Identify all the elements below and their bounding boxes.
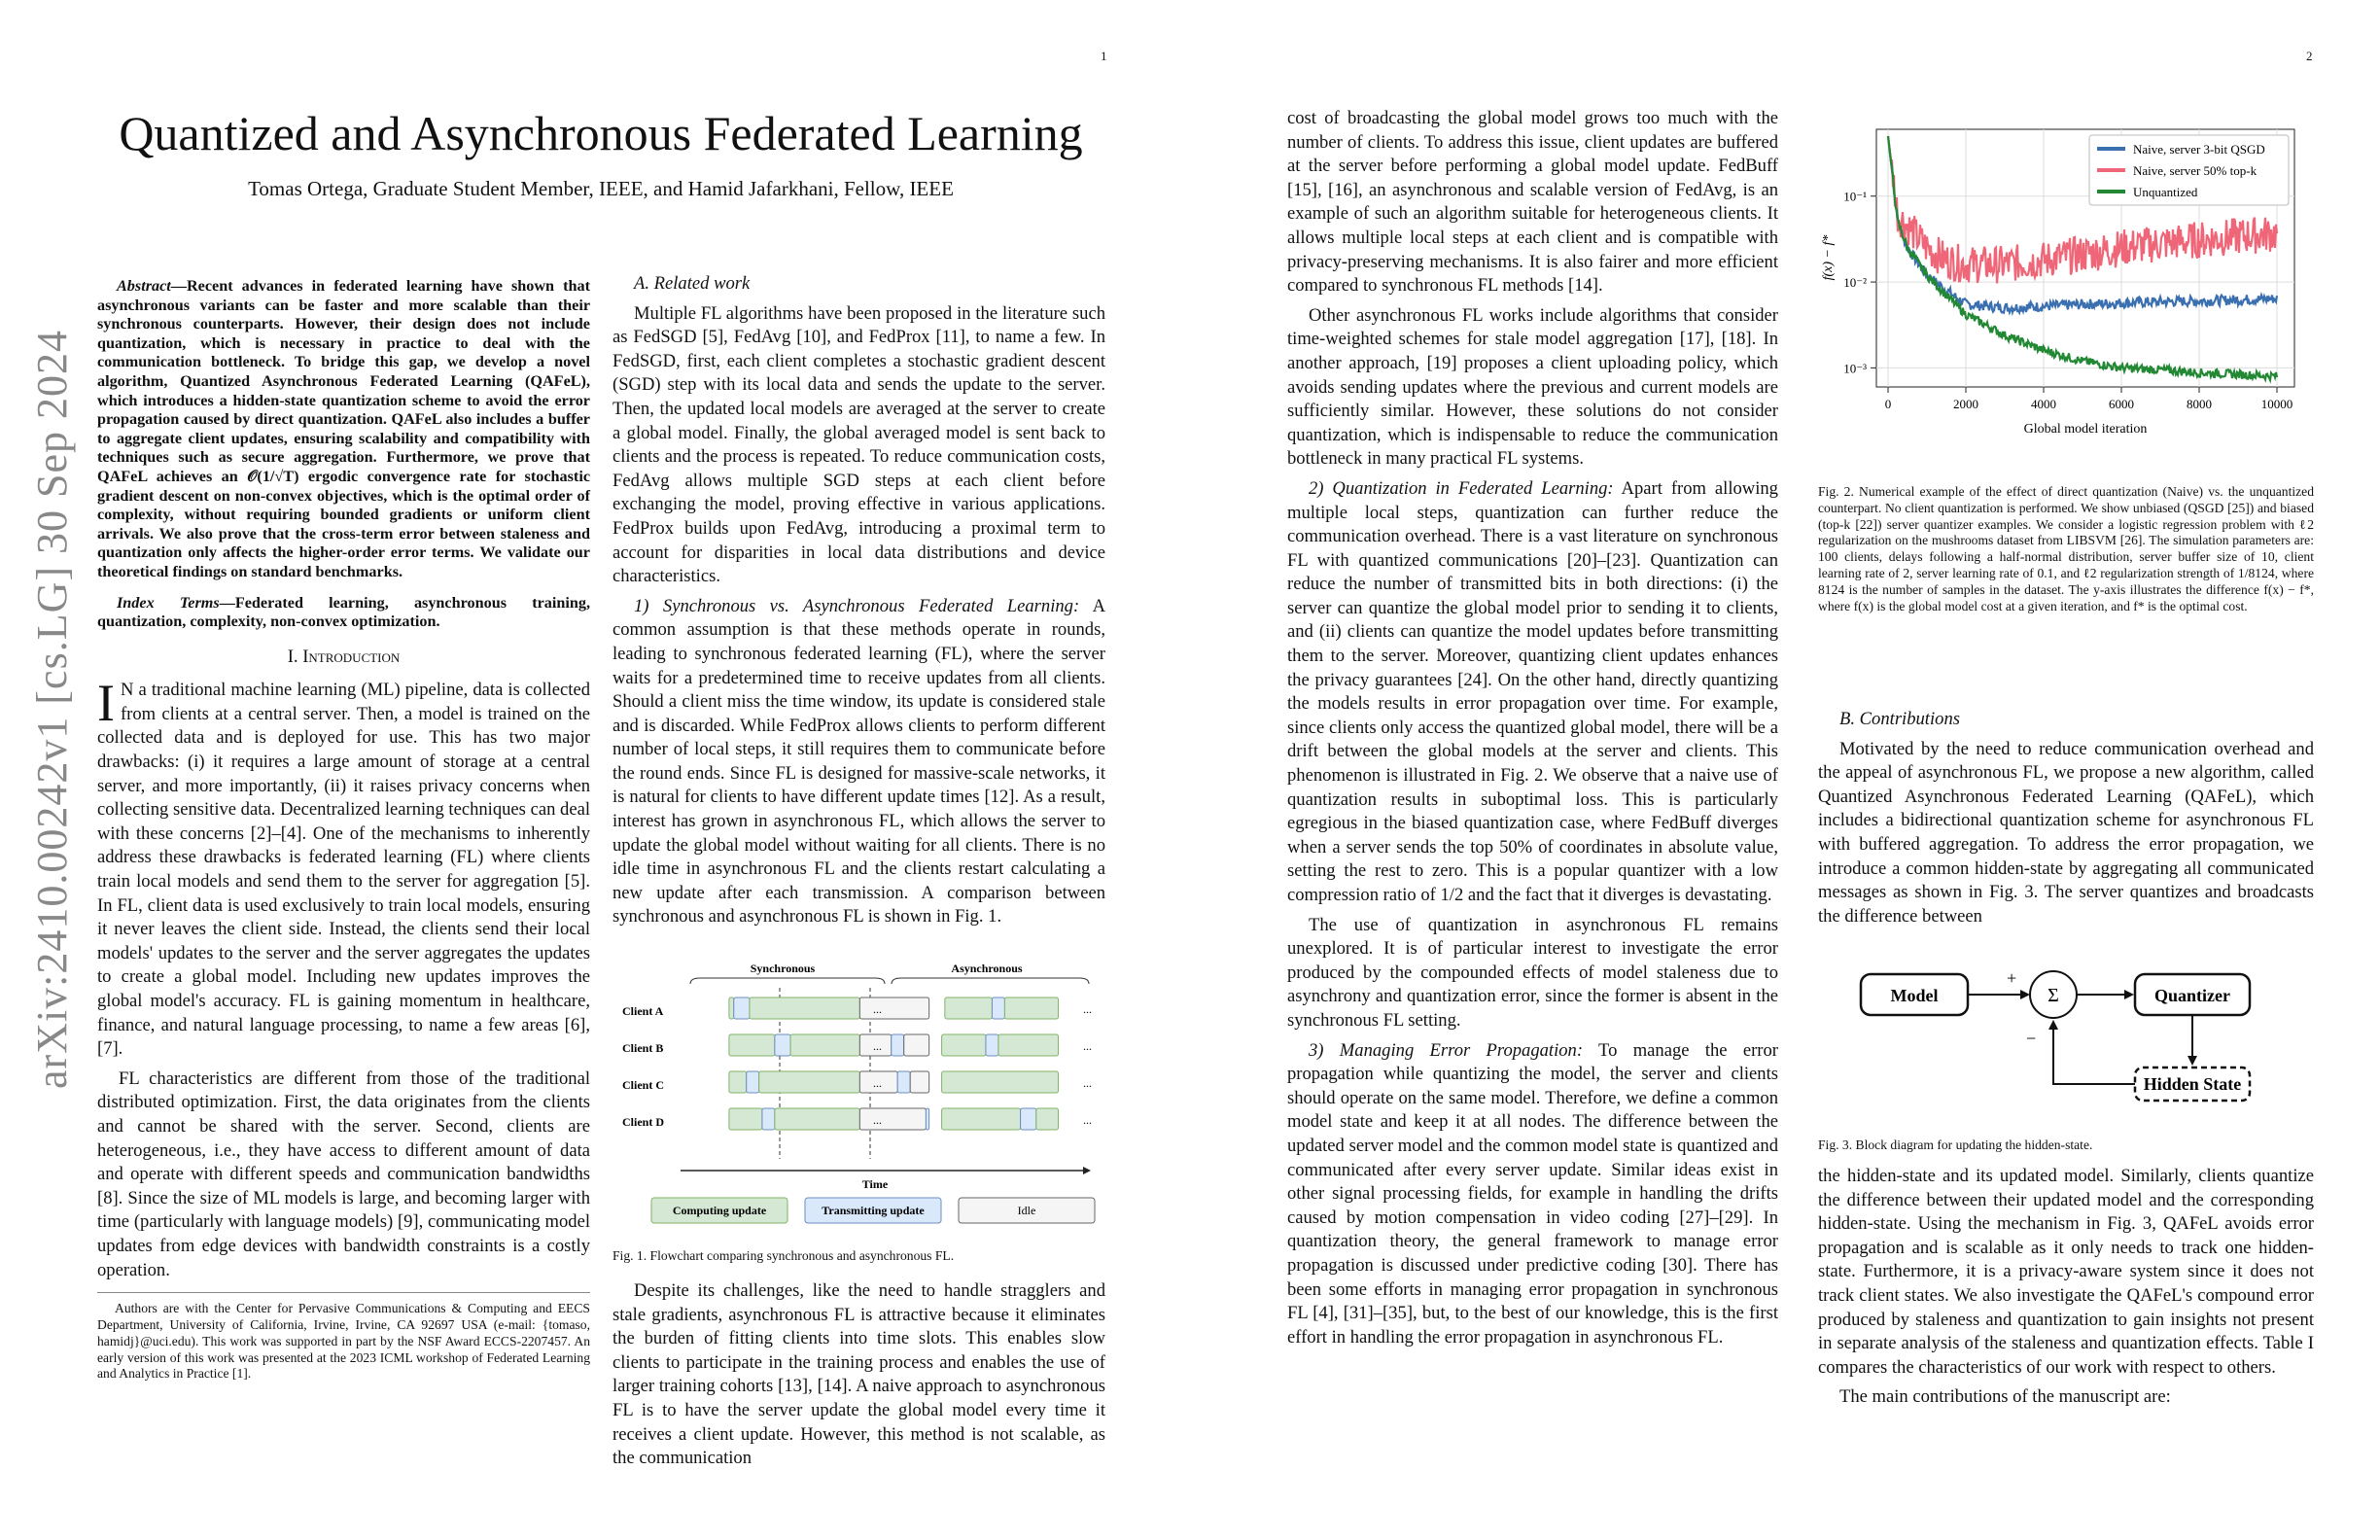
error-paragraph (1287, 1039, 1778, 1350)
contrib-continued: the hidden-state and its updated model. Similarly, clients quantize the difference between their updated model and the corresponding hidden-state. Using the mechanism in Fig. 3, QAFeL avoids error propagation and is scalable as it only needs to track one hidden-state. Furthermore, it is a privacy-aware system since it does not track client states. We also investigate the QAFeL's compound error produced by staleness and quantization to gain insights not present in separate analysis of the staleness and quantization effects. Table I compares the characteristics of our work with respect to others. (1818, 1166, 2314, 1378)
fig1-idle-block (904, 1034, 929, 1056)
contrib-paragraph: Motivated by the need to reduce communication overhead and the appeal of asynchronous FL, we propose a new algorithm, called Quantized Asynchronous Federated Learning (QAFeL), which includes a bidirectional quantization scheme for asynchronous FL with buffered aggregation. To address the error propagation, we introduce a common hidden-state by aggregating all communicated messages as shown in Fig. 3. The server quantizes and broadcasts the difference between (1818, 738, 2314, 927)
fig1-compute-block (1004, 998, 1058, 1019)
fig1-label-asynchronous: Asynchronous (951, 962, 1023, 975)
fig3-quantizer-label: Quantizer (2154, 986, 2230, 1005)
subsection-heading-contributions: B. Contributions (1839, 709, 1960, 729)
quant-paragraph-2: The use of quantization in asynchronous FL remains unexplored. It is of particular interest to investigate the error produced by the compounded effects of model staleness due to asynchrony and quantization error, since the former is absent in the synchronous FL setting. (1287, 914, 1778, 1031)
drop-cap: I (97, 674, 115, 733)
fig1-legend-idle: Idle (1017, 1204, 1036, 1217)
fig1-compute-block (729, 1071, 747, 1093)
fig1-flowchart (612, 955, 1108, 1237)
figure-2 (1812, 112, 2318, 462)
fig1-compute-block (729, 1034, 775, 1056)
fig3-minus: − (2026, 1029, 2037, 1048)
fig3-block-diagram (1832, 962, 2298, 1128)
fig1-transmit-block (926, 1108, 928, 1130)
fig1-client-label: Client C (622, 1078, 664, 1092)
fig1-ellipsis: ... (1083, 1039, 1092, 1053)
fig1-idle-block (859, 1108, 926, 1130)
fig3-arrowhead (2020, 990, 2030, 999)
fig1-compute-block (790, 1034, 859, 1056)
fig2-y-tick-label: 10⁻³ (1843, 361, 1867, 376)
fig1-transmit-block (775, 1034, 790, 1056)
fig1-compute-block (729, 1108, 762, 1130)
fig1-compute-block (942, 1071, 1059, 1093)
arxiv-stamp: arXiv:2410.00242v1 [cs.LG] 30 Sep 2024 (28, 329, 76, 1089)
subsection-heading-related-work: A. Related work (634, 273, 751, 294)
fig2-x-tick-label: 0 (1884, 397, 1892, 411)
index-terms: —Federated learning, asynchronous training, quantization, complexity, non-convex optimization. (97, 593, 591, 631)
fig2-chart (1812, 112, 2318, 462)
fig1-compute-block (1036, 1108, 1059, 1130)
intro-text-1: N a traditional machine learning (ML) pipeline, data is collected from clients at a central server. Then, a model is trained on the collected data and is deployed for use. This has two major drawbacks: (i) it requires a large amount of storage at a central server, and more importantly, (ii) it raises privacy concerns when collecting sensitive data. Decentralized learning techniques can deal with these concerns [2]–[4]. One of the mechanisms to inherently address these drawbacks is federated learning (FL) where clients train local models and send them to the server for aggregation [5]. In FL, client data is used exclusively to train local models, ensuring it never leaves the client side. Instead, the clients send their local models' updates to the server and the server aggregates the updates to create a global model. Including new updates improves the global model's accuracy. FL is gaining momentum in healthcare, finance, and natural language processing, to name a few areas [6], [7]. (97, 680, 590, 1060)
fig3-hidden-state-label: Hidden State (2143, 1074, 2242, 1094)
fig1-client-label: Client B (622, 1041, 664, 1055)
fig2-x-tick-label: 4000 (2031, 397, 2056, 411)
related-paragraph: Multiple FL algorithms have been proposed in the literature such as FedSGD [5], FedAvg [10], and FedProx [11], to name a few. In FedSGD, first, each client completes a stochastic gradient descent (SGD) step with its local data and sends the update to the server. Then, the updated local models are averaged at the server to create a global model. Finally, the global averaged model is sent back to clients and the process is repeated. To reduce communication costs, FedAvg allows multiple SGD steps at each client before exchanging the model, proving effective in various applications. FedProx builds upon FedAvg, introducing a proximal term to account for disparities in local data distributions and device characteristics. (612, 302, 1105, 587)
fig2-xlabel: Global model iteration (2023, 422, 2148, 437)
fig3-sigma: Σ (2048, 985, 2059, 1006)
figure-2-caption: Fig. 2. Numerical example of the effect of direct quantization (Naive) vs. the unquantized counterpart. No client quantization is performed. We show unbiased (QSGD [25]) and biased (top-k [22]) server quantizer examples. We consider a logistic regression problem with ℓ2 regularization on the mushrooms dataset from LIBSVM [26]. The simulation parameters are: 100 clients, delays following a half-normal distribution, server buffer size of 10, client learning rate of 2, server learning rate of 0.1, and ℓ2 regularization strength of 1/8124, where 8124 is the number of samples in the dataset. The y-axis illustrates the difference f(x) − f*, where f(x) is the global model cost at a given iteration, and f* is the optimal cost. (1818, 484, 2314, 613)
page-number: 1 (1101, 49, 1107, 63)
fig1-compute-block (775, 1108, 859, 1130)
p2-paragraph-1: cost of broadcasting the global model grows too much with the number of clients. To address this issue, client updates are buffered at the server before performing a global model update. FedBuff [15], [16], an asynchronous and scalable version of FedAvg, is an example of such an algorithm suitable for heterogeneous clients. It allows multiple local steps at each client and is compatible with privacy-preserving mechanisms. It is also fairer and more efficient compared to synchronous FL methods [14]. (1287, 108, 1778, 297)
fig1-transmit-block (892, 1034, 904, 1056)
fig1-brace-async (892, 978, 1089, 984)
p2-paragraph-2: Other asynchronous FL works include algorithms that consider time-weighted schemes for stale model aggregation [17], [18]. In another approach, [19] proposes a client uploading policy, which avoids sending updates where the previous and current models are sufficiently similar. However, these solutions do not consider quantization, which is indispensable to reduce the communication bottleneck in many practical FL systems. (1287, 304, 1778, 470)
fig1-ellipsis: ... (873, 1076, 882, 1090)
fig1-rows (729, 998, 1092, 1130)
page-2 (1190, 0, 2380, 1540)
fig1-ellipsis: ... (873, 1113, 882, 1127)
fig1-transmit-block (897, 1071, 910, 1093)
intro-paragraph-1 (97, 674, 590, 1062)
figure-3-caption: Fig. 3. Block diagram for updating the hidden-state. (1818, 1138, 2093, 1152)
fig1-client-label: Client A (622, 1004, 664, 1018)
fig1-compute-block (750, 998, 859, 1019)
error-heading: 3) Managing Error Propagation: (1309, 1039, 1584, 1061)
section-heading-introduction: I. Introduction (287, 646, 401, 667)
page1-right-column (612, 272, 1105, 935)
fig1-idle-block (910, 1071, 928, 1093)
fig3-arrowhead (2048, 1020, 2058, 1030)
fig3-plus: + (2007, 968, 2017, 988)
fig1-compute-block (942, 1108, 1021, 1130)
page1-left-column (97, 277, 590, 1382)
figure-3 (1832, 962, 2298, 1128)
fig1-transmit-block (734, 998, 750, 1019)
fig1-transmit-block (992, 998, 1004, 1019)
fig1-legend-transmit: Transmitting update (822, 1204, 925, 1217)
fig1-ellipsis: ... (873, 1002, 882, 1016)
fig2-legend-label: Naive, server 50% top-k (2133, 163, 2258, 178)
fig2-x-tick-label: 2000 (1953, 397, 1978, 411)
quant-paragraph (1287, 477, 1778, 908)
page-number: 2 (2306, 49, 2313, 63)
page2-right-column-lower (1818, 1165, 2314, 1416)
fig1-label-synchronous: Synchronous (750, 962, 816, 975)
abstract-lead: Abstract (117, 277, 171, 295)
figure-1 (612, 955, 1108, 1237)
figure-1-caption: Fig. 1. Flowchart comparing synchronous and asynchronous FL. (612, 1248, 955, 1263)
fig1-transmit-block (747, 1071, 759, 1093)
fig1-idle-block (859, 998, 928, 1019)
fig1-transmit-block (762, 1108, 775, 1130)
index-terms-lead: Index Terms (117, 593, 220, 612)
fig1-transmit-block (986, 1034, 998, 1056)
abstract (97, 277, 590, 632)
quant-text: Apart from allowing multiple local steps, quantization can further reduce the communication overhead. There is a vast literature on synchronous FL with quantized communications [20]–[23]. Quantization can reduce the number of transmitted bits in both directions: (i) the server can quantize the global model prior to sending it to clients, and (ii) clients can quantize the model updates before transmitting them to the server. Moreover, quantizing client updates enhances the privacy guarantees [24]. On the other hand, directly quantizing the models results in error propagation over time. For example, since clients only access the quantized global model, there will be a drift between the global models at the server and clients. This phenomenon is illustrated in Fig. 2. We observe that a naive use of quantization results in suboptimal loss. This is particularly egregious in the biased quantization case, where FedBuff diverges when a server sends the top 50% of coordinates in absolute value, setting the rest to zero. This is a popular quantizer with a low compression ratio of 1/2 and the fact that it diverges is devastating. (1287, 477, 1778, 905)
fig1-ellipsis: ... (1083, 1113, 1092, 1127)
fig1-client-label: Client D (622, 1115, 664, 1129)
fig1-legend-compute: Computing update (672, 1204, 767, 1217)
fig3-arrowhead (2124, 990, 2134, 999)
fig2-ylabel: f(x) − f* (1821, 234, 1836, 281)
despite-paragraph: Despite its challenges, like the need to handle stragglers and stale gradients, asynchronous FL is attractive because it eliminates the burden of fitting clients into time slots. This enables slow clients to participate in the training process and enables the use of larger training cohorts [13], [14]. A naive approach to asynchronous FL is to have the server update the global model every time it receives a client update. However, this method is not scalable, as the communication (612, 1280, 1105, 1469)
fig1-time-label: Time (861, 1177, 889, 1191)
quant-heading: 2) Quantization in Federated Learning: (1309, 477, 1614, 499)
page2-right-column (1818, 708, 2314, 934)
sync-heading: 1) Synchronous vs. Asynchronous Federated Learning: (634, 595, 1080, 616)
fig3-feedback-line (2053, 1028, 2135, 1084)
page2-left-column (1287, 107, 1778, 1355)
abstract-text: —Recent advances in federated learning have shown that asynchronous variants can be faster and more scalable than their synchronous counterparts. However, their design does not include quantization, which is necessary in practice to deal with the communication bottleneck. To bridge this gap, we develop a novel algorithm, Quantized Asynchronous Federated Learning (QAFeL), which introduces a hidden-state quantization scheme to avoid the error propagation caused by direct quantization. QAFeL also includes a buffer to aggregate client updates, ensuring scalability and compatibility with techniques such as secure aggregation. Furthermore, we prove that QAFeL achieves an 𝒪(1/√T) ergodic convergence rate for stochastic gradient descent on non-convex objectives, which is the optimal order of complexity, without requiring bounded gradients or uniform client arrivals. We also prove that the cross-term error between staleness and quantization only affects the higher-order error terms. We validate our theoretical findings on standard benchmarks. (97, 277, 590, 580)
footnote (97, 1292, 590, 1382)
fig1-ellipsis: ... (1083, 1076, 1092, 1090)
fig1-ellipsis: ... (1083, 1002, 1092, 1016)
fig1-compute-block (759, 1071, 860, 1093)
fig1-compute-block (998, 1034, 1059, 1056)
fig2-y-tick-label: 10⁻¹ (1843, 189, 1867, 204)
fig3-arrowhead (2188, 1056, 2197, 1066)
fig2-x-tick-label: 10000 (2260, 397, 2293, 411)
fig1-compute-block (942, 1034, 986, 1056)
fig1-ellipsis: ... (873, 1039, 882, 1053)
sync-paragraph (612, 595, 1105, 929)
fig2-legend-label: Naive, server 3-bit QSGD (2133, 142, 2265, 157)
footnote-text: Authors are with the Center for Pervasive Communications & Computing and EECS Department, University of California, Irvine, Irvine, CA 92697 USA (e-mail: {tomaso, hamidj}@uci.edu). This work was supported in part by the NSF Award ECCS-2207457. An early version of this work was presented at the 2023 ICML workshop of Federated Learning and Analytics in Practice [1]. (97, 1301, 590, 1382)
fig2-legend-label: Unquantized (2133, 185, 2198, 199)
fig2-x-tick-label: 6000 (2109, 397, 2134, 411)
despite-paragraph-wrap (612, 1279, 1105, 1477)
fig2-x-tick-label: 8000 (2187, 397, 2212, 411)
fig1-transmit-block (1021, 1108, 1036, 1130)
fig1-brace-sync (690, 978, 885, 984)
paper-authors: Tomas Ortega, Graduate Student Member, IEEE, and Hamid Jafarkhani, Fellow, IEEE (248, 177, 954, 200)
contrib-last: The main contributions of the manuscript are: (1839, 1386, 2171, 1408)
fig1-compute-block (729, 998, 734, 1019)
fig3-model-label: Model (1890, 986, 1939, 1005)
sync-text: A common assumption is that these methods operate in rounds, leading to synchronous federated learning (FL), where the server waits for a predetermined time to receive updates from all clients. Should a client miss the time window, its update is considered stale and is discarded. While FedProx allows clients to perform different number of local steps, it still requires them to communicate before the round ends. Since FL is designed for massive-scale networks, it is natural for clients to have different update times [12]. As a result, interest has grown in asynchronous FL, which allows the server to update the global model without waiting for all clients. There is no idle time in asynchronous FL and the clients restart calculating a new update after each transmission. A comparison between synchronous and asynchronous FL is shown in Fig. 1. (612, 595, 1105, 928)
paper-title: Quantized and Asynchronous Federated Learning (119, 106, 1083, 160)
fig1-time-arrow (1083, 1167, 1091, 1174)
intro-paragraph-2: FL characteristics are different from those of the traditional distributed optimization. First, the data originates from the clients and cannot be shared with the server. Second, clients are heterogeneous, i.e., they have access to different amount of data and operate with different speeds and communication bandwidths [8]. Since the size of ML models is large, and becoming larger with time (particularly with language models) [9], communicating model updates from edge devices with bandwidth constraints is a costly operation. (97, 1068, 590, 1280)
fig1-compute-block (945, 998, 993, 1019)
fig2-y-tick-label: 10⁻² (1843, 275, 1867, 291)
error-text: To manage the error propagation while quantizing the model, the server and clients should operate on the same model. Therefore, we define a common model state and keep it at all nodes. The difference between the updated server model and the common model state is quantized and communicated after every server update. Similar ideas exist in other signal processing fields, for example in handling the drifts caused by motion compensation in video coding [27]–[29]. In quantization theory, the general framework to manage error propagation is discussed under predictive coding [30]. There has been some efforts in managing error propagation in synchronous FL [4], [31]–[35], but, to the best of our knowledge, this is the first effort in handling the error propagation in asynchronous FL. (1287, 1039, 1778, 1348)
